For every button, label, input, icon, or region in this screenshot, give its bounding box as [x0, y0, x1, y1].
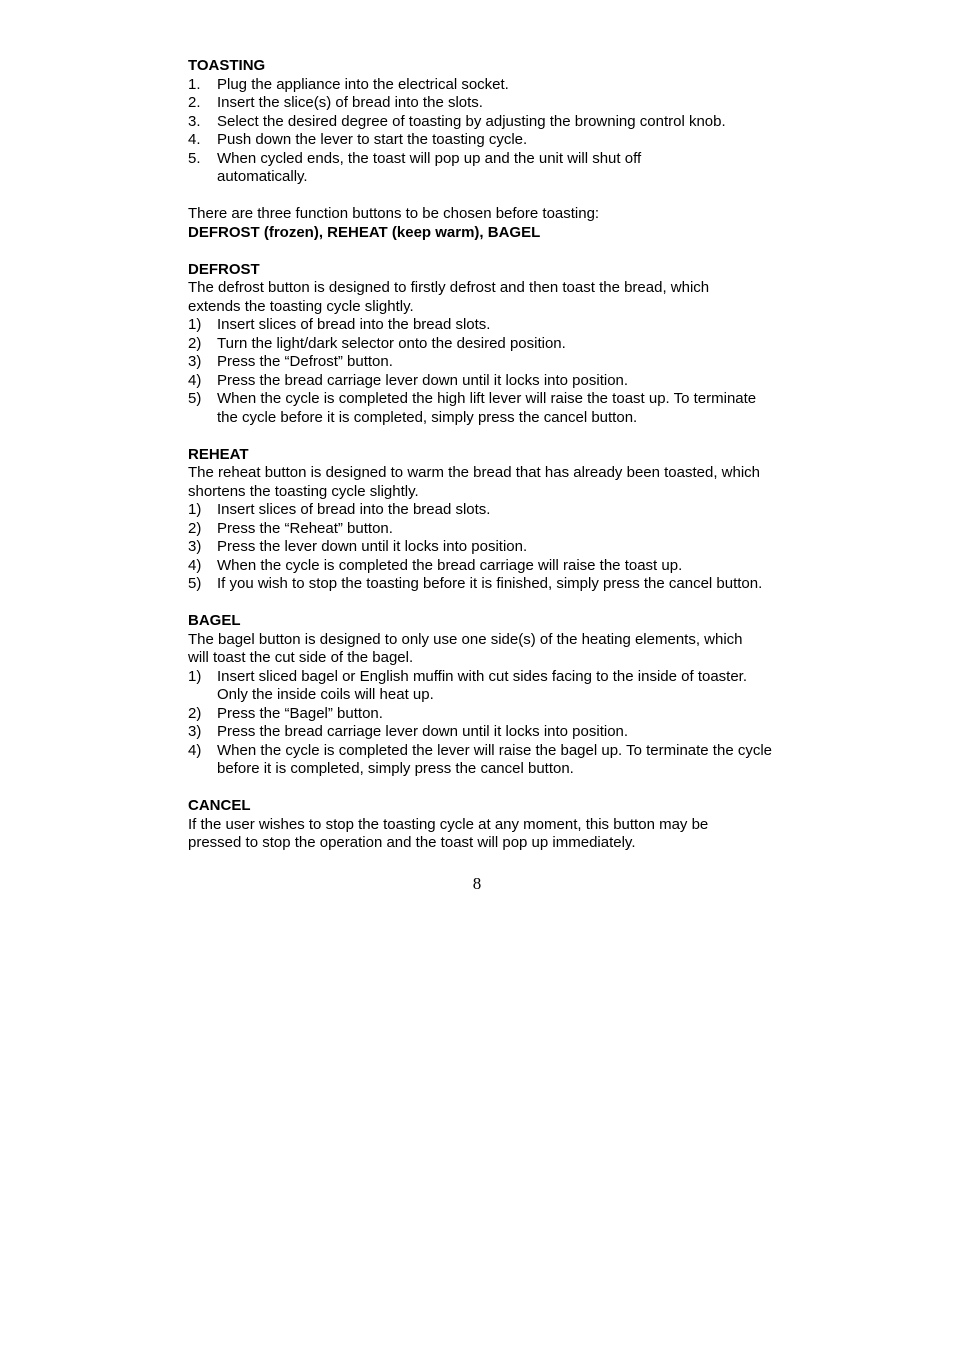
step-text: Insert the slice(s) of bread into the slots. — [217, 94, 483, 111]
step-number: 1. — [188, 75, 201, 93]
step-text: Press the bread carriage lever down until it locks into position. — [217, 371, 629, 389]
reheat-steps — [188, 501, 788, 594]
toasting-step-4 — [188, 131, 788, 150]
step-number: 4) — [188, 371, 202, 389]
step-number: 3) — [188, 538, 202, 555]
spacer — [188, 779, 788, 798]
step-number: 4) — [188, 556, 202, 574]
step-number: 1) — [188, 316, 202, 333]
step-number: 2) — [188, 334, 202, 352]
page-number: 8 — [472, 874, 482, 893]
toasting-steps — [188, 76, 788, 187]
step-text: Plug the appliance into the electrical socket. — [217, 75, 509, 93]
functions-list: DEFROST (frozen), REHEAT (keep warm), BAGEL — [188, 223, 541, 241]
bagel-step-4 — [188, 742, 782, 779]
defrost-heading: DEFROST — [188, 260, 260, 278]
reheat-step-2 — [188, 520, 788, 539]
step-number: 3) — [188, 723, 202, 740]
step-text: If you wish to stop the toasting before it is finished, simply press the cancel button. — [217, 575, 763, 592]
step-text: When cycled ends, the toast will pop up and the unit will shut off automatically. — [217, 149, 642, 185]
step-text: Press the “Defrost” button. — [217, 353, 393, 370]
toasting-heading: TOASTING — [188, 57, 266, 74]
defrost-section — [188, 261, 788, 428]
step-text: Press the lever down until it locks into position. — [217, 538, 528, 555]
toasting-section — [188, 57, 788, 187]
step-number: 3. — [188, 112, 201, 130]
defrost-step-4 — [188, 372, 788, 391]
manual-page — [188, 57, 788, 853]
bagel-heading: BAGEL — [188, 612, 241, 629]
step-text: Turn the light/dark selector onto the desired position. — [217, 334, 566, 352]
defrost-steps — [188, 316, 788, 427]
reheat-description: The reheat button is designed to warm the bread that has already been toasted, which shortens the toasting cycle slightly. — [188, 464, 761, 500]
step-number: 5) — [188, 390, 202, 407]
defrost-step-1 — [188, 316, 788, 335]
defrost-step-2 — [188, 335, 788, 354]
cancel-heading: CANCEL — [188, 797, 251, 814]
step-text: Select the desired degree of toasting by adjusting the browning control knob. — [217, 112, 726, 130]
cancel-description: If the user wishes to stop the toasting cycle at any moment, this button may be pressed to stop the operation and the toast will pop up immediately. — [188, 815, 709, 851]
defrost-step-5 — [188, 390, 777, 427]
reheat-step-3 — [188, 538, 788, 557]
toasting-step-3 — [188, 113, 788, 132]
reheat-section — [188, 446, 788, 594]
step-text: When the cycle is completed the lever will raise the bagel up. To terminate the cycle before it is completed, simply press the cancel button. — [217, 741, 772, 777]
step-text: Press the “Reheat” button. — [217, 519, 393, 537]
functions-section — [188, 205, 788, 242]
bagel-steps — [188, 668, 788, 779]
reheat-step-1 — [188, 501, 788, 520]
reheat-step-5 — [188, 575, 782, 594]
step-text: Push down the lever to start the toasting cycle. — [217, 131, 528, 148]
defrost-description: The defrost button is designed to firstly defrost and then toast the bread, which extends the toasting cycle slightly. — [188, 279, 710, 315]
step-text: Press the “Bagel” button. — [217, 704, 383, 722]
toasting-step-2 — [188, 94, 788, 113]
bagel-step-3 — [188, 723, 788, 742]
step-text: When the cycle is completed the bread carriage will raise the toast up. — [217, 556, 683, 574]
step-text: Press the bread carriage lever down until it locks into position. — [217, 723, 629, 740]
spacer — [188, 427, 788, 446]
cancel-section — [188, 797, 788, 853]
step-number: 3) — [188, 353, 202, 370]
step-number: 4) — [188, 741, 202, 759]
step-text: When the cycle is completed the high lift lever will raise the toast up. To terminate the cycle before it is completed, simply press the cancel button. — [217, 390, 757, 426]
step-text: Insert sliced bagel or English muffin with cut sides facing to the inside of toaster. Only the inside coils will heat up. — [217, 667, 748, 703]
step-number: 5) — [188, 575, 202, 592]
spacer — [188, 594, 788, 613]
toasting-step-5 — [188, 150, 703, 187]
reheat-heading: REHEAT — [188, 445, 249, 463]
toasting-step-1 — [188, 76, 788, 95]
step-number: 5. — [188, 149, 201, 167]
step-text: Insert slices of bread into the bread slots. — [217, 316, 491, 333]
step-text: Insert slices of bread into the bread slots. — [217, 501, 491, 518]
bagel-step-2 — [188, 705, 788, 724]
reheat-step-4 — [188, 557, 788, 576]
bagel-section — [188, 612, 788, 779]
step-number: 1) — [188, 501, 202, 518]
step-number: 2. — [188, 94, 201, 111]
functions-intro: There are three function buttons to be chosen before toasting: — [188, 205, 600, 222]
step-number: 2) — [188, 519, 202, 537]
step-number: 2) — [188, 704, 202, 722]
bagel-step-1 — [188, 668, 762, 705]
defrost-step-3 — [188, 353, 788, 372]
step-number: 1) — [188, 667, 202, 685]
step-number: 4. — [188, 131, 201, 148]
spacer — [188, 187, 788, 206]
bagel-description: The bagel button is designed to only use one side(s) of the heating elements, which will toast the cut side of the bagel. — [188, 630, 743, 666]
spacer — [188, 242, 788, 261]
